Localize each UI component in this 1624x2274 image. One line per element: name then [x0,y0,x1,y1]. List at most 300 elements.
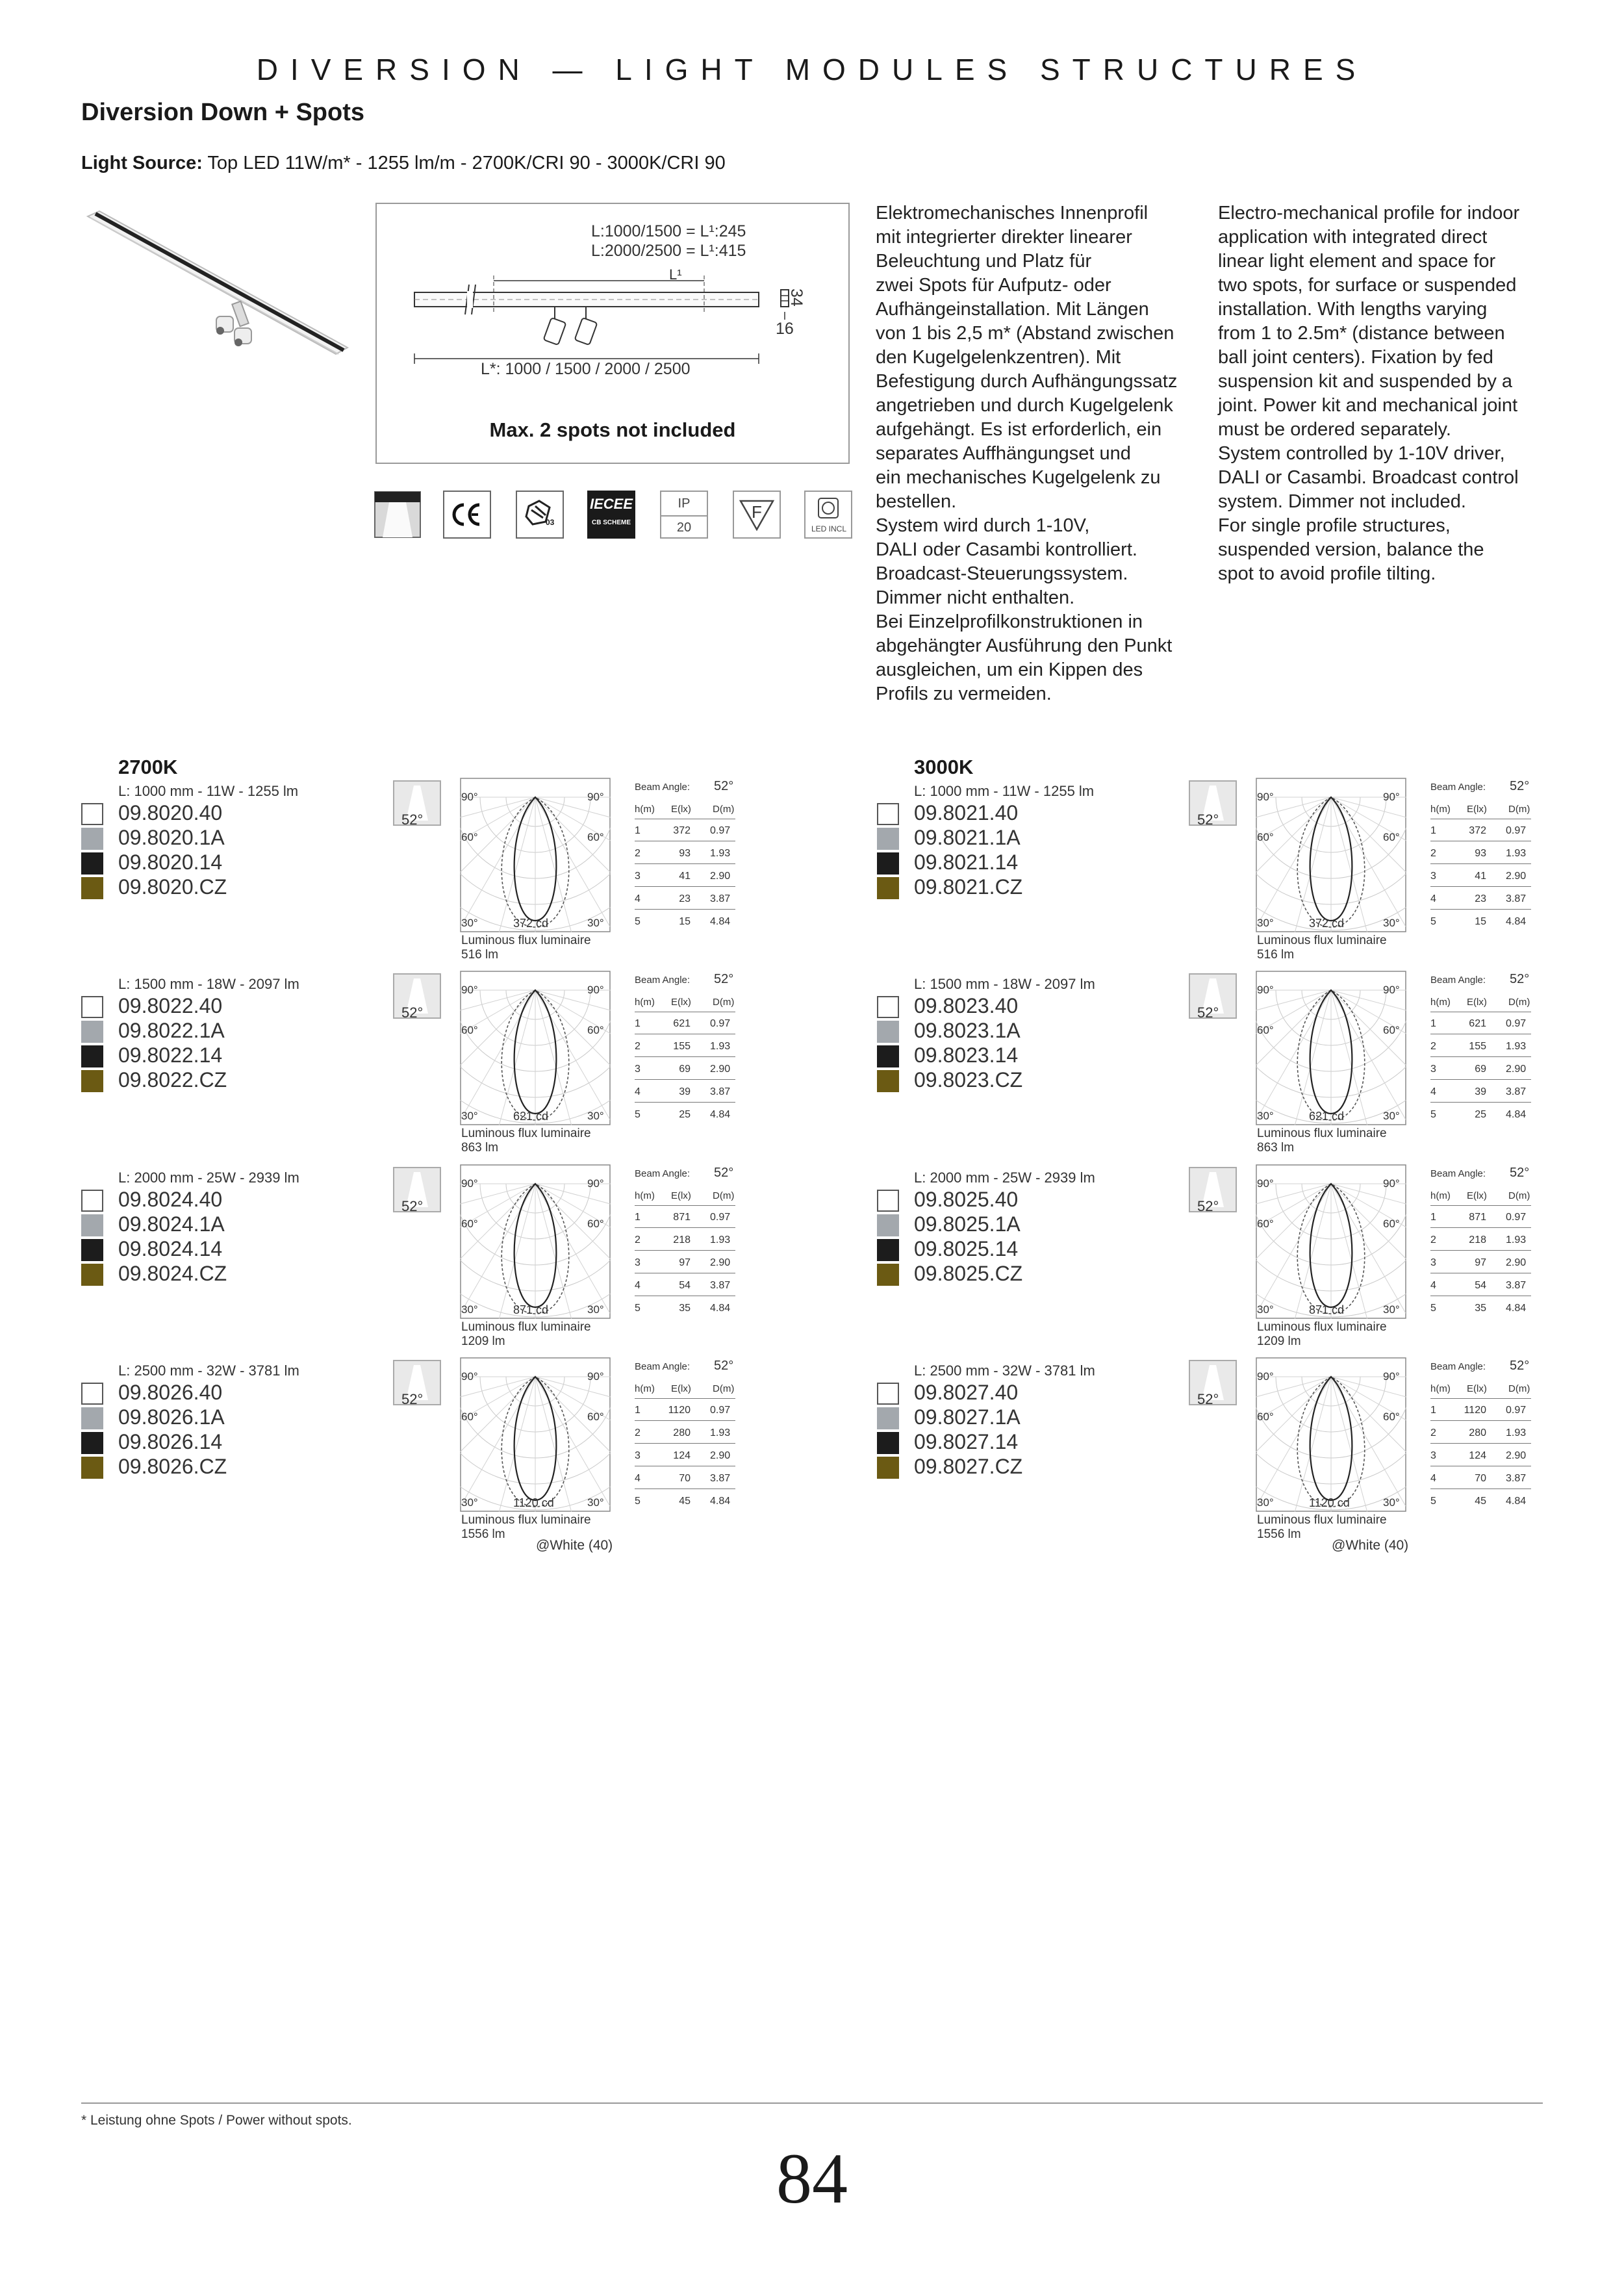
beam-angle-caption: Beam Angle: [1430,1168,1486,1179]
variant-spec: L: 2000 mm - 25W - 2939 lm [914,1169,1095,1186]
finish-swatch-black [877,1045,899,1067]
table-header-d: D(m) [1508,804,1530,815]
table-header-h: h(m) [635,997,655,1008]
table-cell-height: 5 [1430,1109,1436,1120]
table-cell-illuminance: 871 [1469,1212,1486,1223]
light-source-label: Light Source: [81,153,203,173]
table-cell-diameter: 2.90 [1506,1257,1527,1268]
table-cell-diameter: 4.84 [710,1303,731,1314]
table-cell-illuminance: 23 [1475,893,1486,904]
finish-swatch-grey [81,1021,103,1043]
article-code: 09.8025.1A [914,1212,1021,1236]
polar-degree-label: 90° [1383,984,1400,996]
table-rule [1430,1056,1531,1057]
candela-value: 621 cd [1309,1110,1345,1123]
beam-angle-caption: Beam Angle: [1430,1361,1486,1372]
table-cell-illuminance: 218 [673,1234,691,1246]
table-cell-height: 2 [1430,848,1436,859]
product-photo [81,205,354,367]
table-header-h: h(m) [635,1190,655,1201]
luminous-flux-label: Luminous flux luminaire [1257,934,1387,947]
table-header-h: h(m) [1430,1190,1451,1201]
polar-degree-label: 30° [587,1110,604,1122]
table-rule [635,1420,735,1421]
enec-mark-icon [516,491,564,539]
beam-angle-label: 52° [401,1004,424,1021]
table-cell-height: 4 [1430,893,1436,904]
finish-swatch-black [81,1239,103,1261]
polar-degree-label: 30° [461,917,478,929]
table-cell-illuminance: 39 [679,1086,691,1097]
table-cell-diameter: 0.97 [1506,1018,1527,1029]
table-cell-height: 3 [1430,1257,1436,1268]
finish-swatch-grey [877,828,899,850]
beam-angle-value: 52° [714,1166,734,1180]
polar-degree-label: 60° [587,831,604,843]
cct-heading: 2700K [118,756,178,778]
iecee-cb-icon [587,491,635,539]
table-cell-illuminance: 35 [1475,1303,1486,1314]
candela-value: 1120 cd [1309,1496,1350,1509]
table-rule [1430,909,1531,910]
article-code: 09.8025.14 [914,1237,1019,1260]
polar-degree-label: 60° [1383,831,1400,843]
table-cell-illuminance: 97 [1475,1257,1486,1268]
beam-angle-label: 52° [1197,1198,1219,1214]
polar-chart [460,971,611,1125]
downlight-type-icon [374,491,422,539]
table-cell-illuminance: 70 [679,1473,691,1484]
table-cell-diameter: 0.97 [710,1212,731,1223]
article-code: 09.8020.14 [118,850,223,874]
table-cell-diameter: 4.84 [1506,916,1527,927]
finish-swatch-grey [81,1214,103,1236]
article-code: 09.8022.40 [118,994,223,1017]
article-code: 09.8027.40 [914,1381,1019,1404]
table-cell-height: 3 [1430,871,1436,882]
article-code: 09.8027.14 [914,1430,1019,1453]
table-header-d: D(m) [1508,1383,1530,1394]
led-incl-label: LED INCL [811,524,847,533]
cct-heading: 3000K [914,756,974,778]
beam-angle-caption: Beam Angle: [635,975,691,986]
finish-swatch-black [877,852,899,875]
table-cell-illuminance: 45 [1475,1496,1486,1507]
table-cell-illuminance: 93 [1475,848,1486,859]
table-cell-height: 2 [1430,1427,1436,1438]
beam-angle-label: 52° [401,1198,424,1214]
table-header-h: h(m) [1430,804,1451,815]
finish-swatch-black [877,1432,899,1454]
polar-chart [460,778,611,932]
table-cell-diameter: 0.97 [1506,1405,1527,1416]
polar-degree-label: 60° [587,1411,604,1423]
luminous-flux-value: 863 lm [461,1141,499,1155]
table-cell-diameter: 0.97 [710,1018,731,1029]
table-rule [635,909,735,910]
polar-degree-label: 90° [1257,791,1274,803]
beam-angle-caption: Beam Angle: [635,782,691,793]
table-cell-diameter: 4.84 [710,1496,731,1507]
table-cell-illuminance: 1120 [668,1405,691,1416]
finish-swatch-white [81,1383,103,1405]
beam-angle-caption: Beam Angle: [635,1361,691,1372]
table-cell-height: 2 [1430,1234,1436,1246]
table-cell-diameter: 4.84 [1506,1303,1527,1314]
table-cell-diameter: 4.84 [1506,1496,1527,1507]
polar-degree-label: 90° [1257,984,1274,996]
table-cell-illuminance: 155 [1469,1041,1486,1052]
luminous-flux-label: Luminous flux luminaire [461,934,591,947]
table-cell-height: 4 [635,1280,641,1291]
finish-swatch-white [81,1190,103,1212]
polar-degree-label: 90° [1383,791,1400,803]
table-cell-illuminance: 871 [673,1212,691,1223]
table-header-e: E(lx) [671,1383,691,1394]
table-cell-diameter: 1.93 [710,1041,731,1052]
table-cell-diameter: 1.93 [1506,1234,1527,1246]
variant-spec: L: 2000 mm - 25W - 2939 lm [118,1169,299,1186]
luminous-flux-value: 516 lm [1257,948,1295,962]
finish-swatch-bronze [877,877,899,899]
article-code: 09.8021.1A [914,826,1021,849]
article-code: 09.8020.1A [118,826,225,849]
candela-value: 871 cd [513,1303,549,1316]
variant-spec: L: 1500 mm - 18W - 2097 lm [914,976,1095,992]
table-cell-diameter: 3.87 [710,1473,731,1484]
table-cell-diameter: 2.90 [1506,871,1527,882]
polar-degree-label: 90° [587,791,604,803]
table-cell-diameter: 4.84 [1506,1109,1527,1120]
polar-degree-label: 30° [461,1110,478,1122]
dimension-l1-short: L:1000/1500 = L¹:245 [591,222,746,240]
iecee-label: IECEE [589,496,633,512]
table-rule [635,1250,735,1251]
beam-angle-caption: Beam Angle: [1430,975,1486,986]
description-german: Elektromechanisches Innenprofil mit integrierter direkter linearer Beleuchtung und Platz für zwei Spots für Aufputz- oder Aufhängeinstallation. Mit Längen von 1 bis 2,5 m* (Abstand zwischen den Kugelgelenkzentren). Mit Befestigung durch Aufhängungssatz angetrieben und durch Kugelgelenk aufgehängt. Es ist erforderlich, ein separates Auffhängungset und ein mechanisches Kugelgelenk zu bestellen. System wird durch 1-10V, DALI oder Casambi kontrolliert. Broadcast-Steuerungssystem. Dimmer nicht enthalten. Bei Einzelprofilkonstruktionen in abgehängter Ausführung den Punkt ausgleichen, um ein Kippen des Profils zu vermeiden. [876,203,1178,704]
beam-angle-value: 52° [1510,1166,1530,1180]
finish-swatch-white [81,803,103,825]
table-cell-height: 3 [635,1064,641,1075]
finish-swatch-black [877,1239,899,1261]
polar-degree-label: 60° [587,1218,604,1230]
table-cell-illuminance: 280 [673,1427,691,1438]
table-cell-illuminance: 39 [1475,1086,1486,1097]
table-cell-diameter: 1.93 [710,848,731,859]
article-code: 09.8027.1A [914,1405,1021,1429]
f-mark-label: F [752,502,762,522]
table-header-e: E(lx) [1467,804,1487,815]
table-rule [1430,1398,1531,1399]
luminous-flux-label: Luminous flux luminaire [1257,1513,1387,1527]
table-cell-height: 4 [1430,1086,1436,1097]
table-cell-diameter: 2.90 [710,1257,731,1268]
table-rule [1430,1420,1531,1421]
table-cell-diameter: 1.93 [710,1427,731,1438]
table-cell-height: 1 [635,825,641,836]
finish-swatch-grey [877,1407,899,1429]
table-rule [635,1398,735,1399]
table-rule [1430,886,1531,887]
table-cell-illuminance: 372 [673,825,691,836]
table-rule [635,886,735,887]
beam-angle-label: 52° [401,1391,424,1407]
table-cell-illuminance: 124 [673,1450,691,1461]
table-header-d: D(m) [1508,997,1530,1008]
polar-degree-label: 60° [461,1218,478,1230]
table-cell-height: 5 [635,1496,641,1507]
table-rule [635,1102,735,1103]
polar-degree-label: 60° [1257,1218,1274,1230]
table-cell-illuminance: 25 [1475,1109,1486,1120]
light-source [81,153,726,174]
table-header-d: D(m) [713,997,735,1008]
table-cell-illuminance: 15 [1475,916,1486,927]
cb-scheme-label: CB SCHEME [591,519,631,526]
variant-spec: L: 1000 mm - 11W - 1255 lm [118,783,299,799]
polar-chart [1256,778,1406,932]
luminous-flux-value: 1556 lm [461,1527,505,1541]
table-rule [1430,1488,1531,1489]
beam-angle-caption: Beam Angle: [1430,782,1486,793]
polar-degree-label: 90° [587,984,604,996]
ip-rating-badge [660,491,708,539]
table-cell-diameter: 2.90 [710,871,731,882]
polar-degree-label: 90° [1383,1370,1400,1383]
polar-degree-label: 60° [461,831,478,843]
dimension-lengths: L*: 1000 / 1500 / 2000 / 2500 [481,360,691,378]
table-cell-diameter: 2.90 [710,1450,731,1461]
beam-angle-value: 52° [1510,779,1530,793]
luminous-flux-label: Luminous flux luminaire [1257,1320,1387,1334]
table-rule [1430,1443,1531,1444]
finish-swatch-bronze [877,1264,899,1286]
article-code: 09.8020.CZ [118,875,227,899]
ip-value: 20 [676,520,692,535]
table-cell-illuminance: 621 [673,1018,691,1029]
table-cell-height: 1 [1430,1212,1436,1223]
table-header-e: E(lx) [671,997,691,1008]
table-rule [635,1227,735,1228]
finish-swatch-grey [81,828,103,850]
article-code: 09.8021.CZ [914,875,1023,899]
finish-swatch-white [877,803,899,825]
table-cell-diameter: 0.97 [710,1405,731,1416]
table-cell-height: 4 [1430,1473,1436,1484]
article-code: 09.8026.14 [118,1430,223,1453]
article-code: 09.8024.14 [118,1237,223,1260]
spots-note: Max. 2 spots not included [489,418,736,441]
article-code: 09.8022.14 [118,1043,223,1067]
table-cell-diameter: 3.87 [1506,1086,1527,1097]
polar-degree-label: 30° [461,1303,478,1316]
table-cell-illuminance: 25 [679,1109,691,1120]
table-cell-height: 1 [635,1405,641,1416]
finish-note: @White (40) [536,1538,613,1553]
table-cell-height: 5 [635,1109,641,1120]
table-cell-diameter: 2.90 [1506,1450,1527,1461]
table-header-h: h(m) [635,804,655,815]
table-header-e: E(lx) [671,1190,691,1201]
table-rule [1430,863,1531,864]
table-cell-illuminance: 41 [679,871,691,882]
luminous-flux-value: 863 lm [1257,1141,1295,1155]
table-cell-height: 5 [1430,1303,1436,1314]
table-cell-diameter: 0.97 [1506,1212,1527,1223]
table-header-e: E(lx) [1467,997,1487,1008]
article-code: 09.8022.CZ [118,1068,227,1092]
article-code: 09.8026.CZ [118,1455,227,1478]
table-cell-height: 4 [635,1473,641,1484]
dimension-l1-long: L:2000/2500 = L¹:415 [591,242,746,260]
table-rule [635,1056,735,1057]
product-subtitle: Diversion Down + Spots [81,99,365,126]
polar-degree-label: 30° [1383,1303,1400,1316]
polar-degree-label: 90° [587,1370,604,1383]
polar-degree-label: 90° [461,984,478,996]
table-header-d: D(m) [713,804,735,815]
table-rule [1430,1227,1531,1228]
table-cell-diameter: 2.90 [710,1064,731,1075]
polar-degree-label: 90° [587,1177,604,1190]
finish-swatch-white [877,996,899,1018]
polar-degree-label: 30° [1257,1496,1274,1509]
polar-chart [1256,1357,1406,1512]
finish-swatch-bronze [81,1457,103,1479]
polar-degree-label: 60° [1383,1218,1400,1230]
table-header-e: E(lx) [1467,1383,1487,1394]
table-cell-height: 5 [1430,1496,1436,1507]
article-code: 09.8024.1A [118,1212,225,1236]
polar-chart [460,1164,611,1319]
page-title: DIVERSION — LIGHT MODULES STRUCTURES [256,53,1368,86]
enec-number: 03 [546,518,555,527]
finish-swatch-black [81,852,103,875]
table-cell-height: 4 [1430,1280,1436,1291]
table-cell-height: 5 [635,916,641,927]
ip-label: IP [661,492,707,517]
table-cell-illuminance: 280 [1469,1427,1486,1438]
table-cell-height: 5 [635,1303,641,1314]
polar-degree-label: 90° [1257,1370,1274,1383]
table-cell-height: 5 [1430,916,1436,927]
beam-angle-value: 52° [714,972,734,986]
table-rule [635,1205,735,1206]
table-cell-diameter: 3.87 [710,893,731,904]
polar-degree-label: 90° [461,791,478,803]
finish-swatch-bronze [81,877,103,899]
polar-degree-label: 30° [1383,1496,1400,1509]
article-code: 09.8026.40 [118,1381,223,1404]
table-cell-height: 2 [635,1427,641,1438]
table-cell-diameter: 3.87 [1506,893,1527,904]
table-cell-illuminance: 97 [679,1257,691,1268]
dimension-l1-label: L¹ [669,266,682,283]
table-cell-illuminance: 15 [679,916,691,927]
variant-spec: L: 1000 mm - 11W - 1255 lm [914,783,1095,799]
table-cell-height: 1 [635,1018,641,1029]
table-cell-illuminance: 54 [679,1280,691,1291]
luminous-flux-label: Luminous flux luminaire [461,1320,591,1334]
finish-note: @White (40) [1332,1538,1409,1553]
polar-degree-label: 30° [587,1496,604,1509]
article-code: 09.8025.40 [914,1188,1019,1211]
table-cell-diameter: 1.93 [1506,848,1527,859]
luminous-flux-label: Luminous flux luminaire [1257,1127,1387,1140]
table-cell-height: 1 [1430,825,1436,836]
table-cell-illuminance: 54 [1475,1280,1486,1291]
finish-swatch-white [877,1383,899,1405]
luminous-flux-value: 516 lm [461,948,499,962]
table-cell-height: 1 [1430,1018,1436,1029]
table-header-d: D(m) [713,1383,735,1394]
table-cell-diameter: 2.90 [1506,1064,1527,1075]
polar-degree-label: 30° [1257,917,1274,929]
luminous-flux-label: Luminous flux luminaire [461,1513,591,1527]
finish-swatch-grey [81,1407,103,1429]
beam-angle-value: 52° [714,779,734,793]
luminous-flux-value: 1209 lm [461,1335,505,1348]
variant-spec: L: 2500 mm - 32W - 3781 lm [914,1362,1095,1379]
table-cell-diameter: 3.87 [1506,1280,1527,1291]
finish-swatch-white [81,996,103,1018]
candela-value: 621 cd [513,1110,549,1123]
table-cell-height: 3 [635,871,641,882]
table-header-h: h(m) [1430,1383,1451,1394]
table-cell-diameter: 0.97 [1506,825,1527,836]
table-cell-illuminance: 621 [1469,1018,1486,1029]
article-code: 09.8023.CZ [914,1068,1023,1092]
candela-value: 372 cd [1309,917,1345,930]
beam-angle-label: 52° [1197,811,1219,828]
polar-degree-label: 30° [1383,917,1400,929]
table-rule [635,1488,735,1489]
table-cell-illuminance: 69 [1475,1064,1486,1075]
page-number: 84 [776,2139,848,2218]
finish-swatch-grey [877,1021,899,1043]
table-header-e: E(lx) [1467,1190,1487,1201]
table-cell-height: 3 [635,1450,641,1461]
article-code: 09.8021.40 [914,801,1019,824]
article-code: 09.8025.CZ [914,1262,1023,1285]
table-cell-height: 3 [1430,1064,1436,1075]
table-header-h: h(m) [635,1383,655,1394]
polar-degree-label: 30° [461,1496,478,1509]
table-cell-illuminance: 70 [1475,1473,1486,1484]
table-cell-illuminance: 23 [679,893,691,904]
technical-drawing [375,203,850,464]
table-header-e: E(lx) [671,804,691,815]
polar-degree-label: 30° [1257,1110,1274,1122]
candela-value: 372 cd [513,917,549,930]
table-cell-height: 2 [635,848,641,859]
table-cell-diameter: 4.84 [710,916,731,927]
description-english: Electro-mechanical profile for indoor application with integrated direct linear light element and space for two spots, for surface or suspended installation. With lengths varying from 1 to 2.5m* (distance between ball joint centers). Fixation by fed suspension kit and suspended by a joint. Power kit and mechanical joint must be ordered separately. System controlled by 1-10V driver, DALI or Casambi. Broadcast control system. Dimmer not included. For single profile structures, suspended version, balance the spot to avoid profile tilting. [1218,203,1520,584]
finish-swatch-bronze [877,1070,899,1092]
footnote: * Leistung ohne Spots / Power without spots. [81,2113,352,2128]
article-code: 09.8021.14 [914,850,1019,874]
table-cell-diameter: 0.97 [710,825,731,836]
polar-degree-label: 60° [1383,1411,1400,1423]
article-code: 09.8027.CZ [914,1455,1023,1478]
ce-mark-icon [443,491,491,539]
finish-swatch-bronze [81,1070,103,1092]
table-cell-height: 4 [635,1086,641,1097]
table-cell-height: 3 [1430,1450,1436,1461]
finish-swatch-bronze [877,1457,899,1479]
polar-degree-label: 30° [1383,1110,1400,1122]
table-cell-height: 1 [635,1212,641,1223]
